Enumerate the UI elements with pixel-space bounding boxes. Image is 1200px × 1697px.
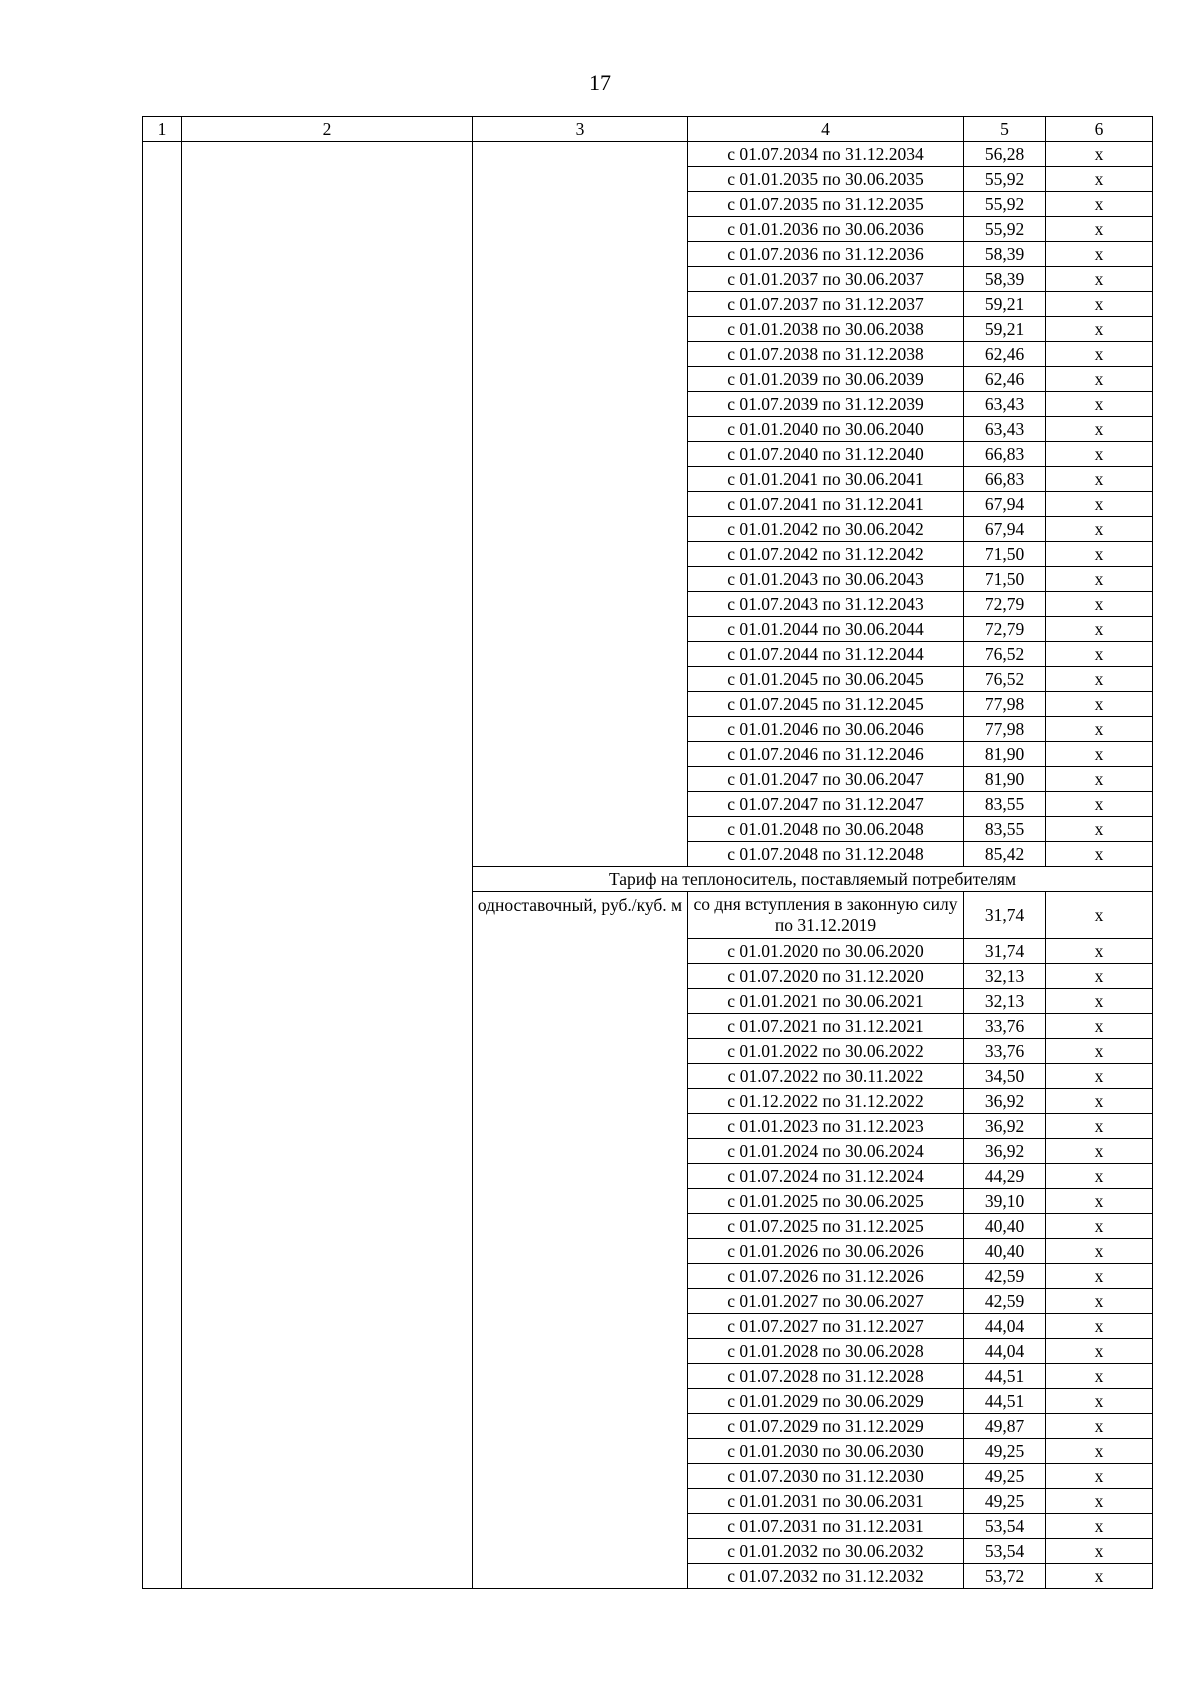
period-cell: с 01.07.2020 по 31.12.2020 [688,964,964,989]
value-cell: 59,21 [964,317,1046,342]
value-cell: 49,87 [964,1414,1046,1439]
period-cell: с 01.07.2037 по 31.12.2037 [688,292,964,317]
mark-cell: х [1046,1289,1153,1314]
value-cell: 63,43 [964,417,1046,442]
value-cell: 53,54 [964,1539,1046,1564]
period-cell: с 01.07.2027 по 31.12.2027 [688,1314,964,1339]
mark-cell: х [1046,1564,1153,1589]
value-cell: 83,55 [964,792,1046,817]
period-cell: с 01.07.2038 по 31.12.2038 [688,342,964,367]
period-cell: с 01.01.2025 по 30.06.2025 [688,1189,964,1214]
period-cell: с 01.01.2036 по 30.06.2036 [688,217,964,242]
value-cell: 49,25 [964,1489,1046,1514]
header-cell: 4 [688,117,964,142]
period-cell: с 01.01.2020 по 30.06.2020 [688,939,964,964]
period-cell: с 01.07.2043 по 31.12.2043 [688,592,964,617]
period-cell: с 01.01.2041 по 30.06.2041 [688,467,964,492]
mark-cell: х [1046,742,1153,767]
value-cell: 62,46 [964,367,1046,392]
value-cell: 31,74 [964,892,1046,939]
period-cell: с 01.07.2028 по 31.12.2028 [688,1364,964,1389]
period-cell: с 01.01.2045 по 30.06.2045 [688,667,964,692]
mark-cell: х [1046,1089,1153,1114]
mark-cell: х [1046,392,1153,417]
period-cell: с 01.01.2040 по 30.06.2040 [688,417,964,442]
value-cell: 39,10 [964,1189,1046,1214]
mark-cell: х [1046,1439,1153,1464]
page-number: 17 [589,70,611,95]
mark-cell: х [1046,417,1153,442]
mark-cell: х [1046,989,1153,1014]
value-cell: 81,90 [964,767,1046,792]
value-cell: 58,39 [964,242,1046,267]
value-cell: 72,79 [964,592,1046,617]
value-cell: 77,98 [964,717,1046,742]
table-row [143,142,1153,167]
period-cell: с 01.07.2040 по 31.12.2040 [688,442,964,467]
period-cell: с 01.01.2035 по 30.06.2035 [688,167,964,192]
value-cell: 62,46 [964,342,1046,367]
mark-cell: х [1046,342,1153,367]
period-cell: с 01.01.2037 по 30.06.2037 [688,267,964,292]
period-cell: с 01.01.2024 по 30.06.2024 [688,1139,964,1164]
period-cell: с 01.07.2044 по 31.12.2044 [688,642,964,667]
mark-cell: х [1046,692,1153,717]
mark-cell: х [1046,367,1153,392]
tariff-table [142,116,1153,1589]
period-cell: с 01.07.2046 по 31.12.2046 [688,742,964,767]
mark-cell: х [1046,1014,1153,1039]
mark-cell: х [1046,667,1153,692]
period-cell: с 01.01.2044 по 30.06.2044 [688,617,964,642]
value-cell: 32,13 [964,964,1046,989]
period-cell: с 01.01.2026 по 30.06.2026 [688,1239,964,1264]
period-cell: с 01.07.2048 по 31.12.2048 [688,842,964,867]
mark-cell: х [1046,617,1153,642]
period-cell: с 01.01.2046 по 30.06.2046 [688,717,964,742]
mark-cell: х [1046,964,1153,989]
period-cell: с 01.07.2031 по 31.12.2031 [688,1514,964,1539]
period-cell: с 01.07.2030 по 31.12.2030 [688,1464,964,1489]
period-cell: с 01.07.2036 по 31.12.2036 [688,242,964,267]
mark-cell: х [1046,939,1153,964]
value-cell: 42,59 [964,1289,1046,1314]
period-cell: с 01.07.2047 по 31.12.2047 [688,792,964,817]
mark-cell: х [1046,267,1153,292]
value-cell: 56,28 [964,142,1046,167]
mark-cell: х [1046,717,1153,742]
header-row [143,117,1153,142]
mark-cell: х [1046,1264,1153,1289]
period-cell: с 01.07.2035 по 31.12.2035 [688,192,964,217]
value-cell: 53,54 [964,1514,1046,1539]
value-cell: 59,21 [964,292,1046,317]
value-cell: 63,43 [964,392,1046,417]
value-cell: 55,92 [964,192,1046,217]
col1-cell [143,142,182,1589]
col2-cell [182,142,473,1589]
mark-cell: х [1046,492,1153,517]
mark-cell: х [1046,642,1153,667]
period-cell: с 01.07.2039 по 31.12.2039 [688,392,964,417]
mark-cell: х [1046,767,1153,792]
period-cell: с 01.01.2043 по 30.06.2043 [688,567,964,592]
value-cell: 72,79 [964,617,1046,642]
mark-cell: х [1046,1489,1153,1514]
section-title: Тариф на теплоноситель, поставляемый потребителям [473,867,1153,892]
value-cell: 44,29 [964,1164,1046,1189]
period-cell: с 01.07.2045 по 31.12.2045 [688,692,964,717]
period-cell: с 01.01.2022 по 30.06.2022 [688,1039,964,1064]
col3-cell [473,142,688,867]
mark-cell: х [1046,142,1153,167]
mark-cell: х [1046,442,1153,467]
value-cell: 36,92 [964,1139,1046,1164]
period-cell: с 01.01.2030 по 30.06.2030 [688,1439,964,1464]
mark-cell: х [1046,1114,1153,1139]
value-cell: 53,72 [964,1564,1046,1589]
mark-cell: х [1046,1339,1153,1364]
value-cell: 81,90 [964,742,1046,767]
value-cell: 55,92 [964,217,1046,242]
period-cell: с 01.07.2029 по 31.12.2029 [688,1414,964,1439]
mark-cell: х [1046,1064,1153,1089]
value-cell: 34,50 [964,1064,1046,1089]
value-cell: 83,55 [964,817,1046,842]
period-cell: с 01.07.2021 по 31.12.2021 [688,1014,964,1039]
period-cell: со дня вступления в законную силу по 31.12.2019 [688,892,964,939]
value-cell: 58,39 [964,267,1046,292]
header-cell: 5 [964,117,1046,142]
value-cell: 71,50 [964,542,1046,567]
tariff-type-cell: одноставочный, руб./куб. м [473,892,688,1589]
header-cell: 2 [182,117,473,142]
mark-cell: х [1046,1189,1153,1214]
mark-cell: х [1046,892,1153,939]
period-cell: с 01.01.2047 по 30.06.2047 [688,767,964,792]
value-cell: 31,74 [964,939,1046,964]
period-cell: с 01.01.2048 по 30.06.2048 [688,817,964,842]
mark-cell: х [1046,517,1153,542]
period-cell: с 01.07.2042 по 31.12.2042 [688,542,964,567]
period-cell: с 01.01.2027 по 30.06.2027 [688,1289,964,1314]
value-cell: 44,04 [964,1314,1046,1339]
period-cell: с 01.07.2022 по 30.11.2022 [688,1064,964,1089]
mark-cell: х [1046,817,1153,842]
mark-cell: х [1046,592,1153,617]
mark-cell: х [1046,1039,1153,1064]
mark-cell: х [1046,1414,1153,1439]
mark-cell: х [1046,167,1153,192]
period-cell: с 01.07.2032 по 31.12.2032 [688,1564,964,1589]
mark-cell: х [1046,1139,1153,1164]
value-cell: 36,92 [964,1114,1046,1139]
period-cell: с 01.01.2023 по 31.12.2023 [688,1114,964,1139]
period-cell: с 01.01.2028 по 30.06.2028 [688,1339,964,1364]
mark-cell: х [1046,1364,1153,1389]
mark-cell: х [1046,292,1153,317]
value-cell: 44,04 [964,1339,1046,1364]
period-cell: с 01.01.2029 по 30.06.2029 [688,1389,964,1414]
period-cell: с 01.01.2031 по 30.06.2031 [688,1489,964,1514]
period-cell: с 01.01.2038 по 30.06.2038 [688,317,964,342]
mark-cell: х [1046,1164,1153,1189]
value-cell: 42,59 [964,1264,1046,1289]
mark-cell: х [1046,792,1153,817]
period-cell: с 01.07.2024 по 31.12.2024 [688,1164,964,1189]
mark-cell: х [1046,567,1153,592]
value-cell: 71,50 [964,567,1046,592]
value-cell: 49,25 [964,1464,1046,1489]
period-cell: с 01.07.2026 по 31.12.2026 [688,1264,964,1289]
period-cell: с 01.07.2041 по 31.12.2041 [688,492,964,517]
value-cell: 49,25 [964,1439,1046,1464]
period-cell: с 01.01.2032 по 30.06.2032 [688,1539,964,1564]
mark-cell: х [1046,242,1153,267]
mark-cell: х [1046,842,1153,867]
value-cell: 33,76 [964,1039,1046,1064]
mark-cell: х [1046,1214,1153,1239]
value-cell: 77,98 [964,692,1046,717]
header-cell: 6 [1046,117,1153,142]
value-cell: 67,94 [964,517,1046,542]
value-cell: 40,40 [964,1214,1046,1239]
value-cell: 66,83 [964,442,1046,467]
mark-cell: х [1046,1514,1153,1539]
period-cell: с 01.07.2025 по 31.12.2025 [688,1214,964,1239]
value-cell: 85,42 [964,842,1046,867]
header-cell: 1 [143,117,182,142]
mark-cell: х [1046,1239,1153,1264]
mark-cell: х [1046,1389,1153,1414]
mark-cell: х [1046,542,1153,567]
mark-cell: х [1046,1539,1153,1564]
value-cell: 55,92 [964,167,1046,192]
value-cell: 36,92 [964,1089,1046,1114]
period-cell: с 01.07.2034 по 31.12.2034 [688,142,964,167]
mark-cell: х [1046,467,1153,492]
mark-cell: х [1046,317,1153,342]
header-cell: 3 [473,117,688,142]
value-cell: 67,94 [964,492,1046,517]
value-cell: 76,52 [964,642,1046,667]
value-cell: 40,40 [964,1239,1046,1264]
value-cell: 76,52 [964,667,1046,692]
value-cell: 44,51 [964,1389,1046,1414]
mark-cell: х [1046,192,1153,217]
period-cell: с 01.01.2039 по 30.06.2039 [688,367,964,392]
mark-cell: х [1046,1464,1153,1489]
mark-cell: х [1046,1314,1153,1339]
value-cell: 44,51 [964,1364,1046,1389]
value-cell: 33,76 [964,1014,1046,1039]
period-cell: с 01.12.2022 по 31.12.2022 [688,1089,964,1114]
mark-cell: х [1046,217,1153,242]
period-cell: с 01.01.2021 по 30.06.2021 [688,989,964,1014]
value-cell: 32,13 [964,989,1046,1014]
value-cell: 66,83 [964,467,1046,492]
period-cell: с 01.01.2042 по 30.06.2042 [688,517,964,542]
